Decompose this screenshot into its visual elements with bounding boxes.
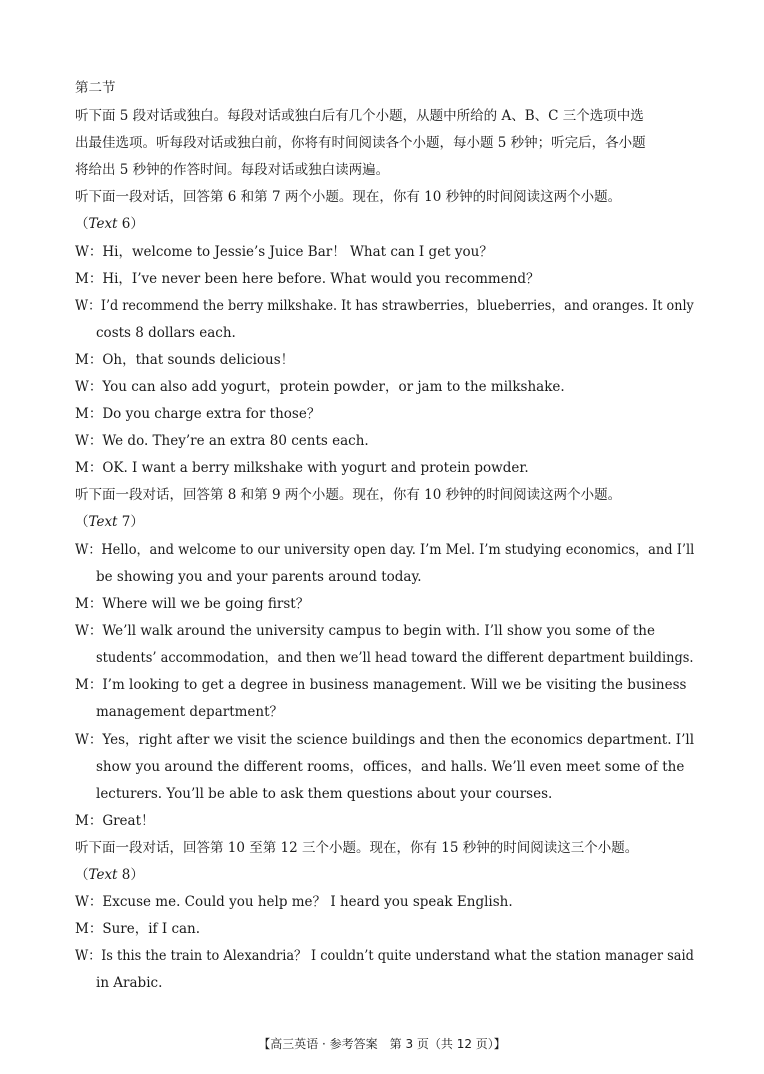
dialogue-line: W：We do. They’re an extra 80 cents each. [75, 433, 369, 449]
dialogue-line: be showing you and your parents around today. [96, 569, 422, 585]
dialogue-line: W：Is this the train to Alexandria？ I couldn’t quite understand what the station manager said [75, 948, 694, 964]
dialogue-line: costs 8 dollars each. [96, 325, 236, 341]
dialogue-line: W：We’ll walk around the university campus to begin with. I’ll show you some of the [75, 623, 655, 639]
dialogue-line: M：Hi，I’ve never been here before. What would you recommend？ [75, 271, 540, 287]
dialogue-line: management department？ [96, 704, 284, 720]
text6-label: （Text 6） [75, 216, 144, 232]
dialogue-line: M：OK. I want a berry milkshake with yogurt and protein powder. [75, 460, 529, 476]
text7-intro: 听下面一段对话，回答第 8 和第 9 两个小题。现在，你有 10 秒钟的时间阅读这两个小题。 [75, 487, 622, 503]
dialogue-line: M：I’m looking to get a degree in business management. Will we be visiting the business [75, 677, 687, 693]
dialogue-line: W：Hi，welcome to Jessie’s Juice Bar！ What can I get you？ [75, 244, 493, 260]
dialogue-line: M：Do you charge extra for those？ [75, 406, 321, 422]
text8-label: （Text 8） [75, 867, 144, 883]
dialogue-line: show you around the different rooms，offices，and halls. We’ll even meet some of the [96, 759, 685, 775]
section-title: 第二节 [75, 80, 116, 96]
dialogue-line: W：Excuse me. Could you help me？ I heard you speak English. [75, 894, 513, 910]
dialogue-line: lecturers. You’ll be able to ask them questions about your courses. [96, 786, 553, 802]
page-footer: 【高三英语 · 参考答案 第 3 页（共 12 页）】 [258, 1037, 506, 1051]
dialogue-line: W：Yes，right after we visit the science buildings and then the economics department. I’ll [75, 732, 695, 748]
dialogue-line: M：Oh，that sounds delicious！ [75, 352, 295, 368]
dialogue-line: W：Hello，and welcome to our university open day. I’m Mel. I’m studying economics，and I’ll [75, 542, 695, 558]
text6-intro: 听下面一段对话，回答第 6 和第 7 两个小题。现在，你有 10 秒钟的时间阅读这两个小题。 [75, 189, 622, 205]
instruction-line: 将给出 5 秒钟的作答时间。每段对话或独白读两遍。 [75, 162, 390, 178]
dialogue-line: W：I’d recommend the berry milkshake. It has strawberries，blueberries，and oranges. It only [75, 298, 694, 314]
text7-label: （Text 7） [75, 514, 144, 530]
instruction-line: 听下面 5 段对话或独白。每段对话或独白后有几个小题，从题中所给的 A、B、C 三个选项中选 [75, 108, 644, 124]
dialogue-line: M：Great！ [75, 813, 155, 829]
dialogue-line: in Arabic. [96, 975, 163, 991]
dialogue-line: W：You can also add yogurt，protein powder，or jam to the milkshake. [75, 379, 565, 395]
dialogue-line: students’ accommodation，and then we’ll head toward the different department buildings. [96, 650, 694, 666]
text8-intro: 听下面一段对话，回答第 10 至第 12 三个小题。现在，你有 15 秒钟的时间阅读这三个小题。 [75, 840, 639, 856]
dialogue-line: M：Where will we be going first？ [75, 596, 310, 612]
dialogue-line: M：Sure，if I can. [75, 921, 201, 937]
instruction-line: 出最佳选项。听每段对话或独白前，你将有时间阅读各个小题，每小题 5 秒钟；听完后，各小题 [75, 135, 646, 151]
